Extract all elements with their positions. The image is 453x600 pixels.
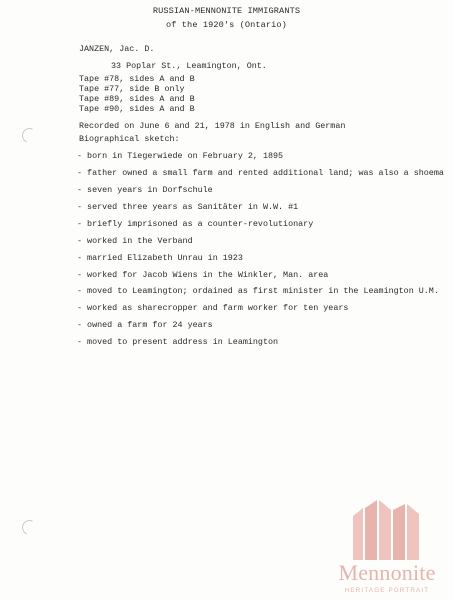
recording-info: Recorded on June 6 and 21, 1978 in English and German <box>79 121 346 131</box>
bio-item: - married Elizabeth Unrau in 1923 <box>77 253 243 263</box>
bio-item: - seven years in Dorfschule <box>77 185 213 195</box>
logo-subtitle: HERITAGE PORTRAIT <box>344 587 430 594</box>
bio-item: - worked as sharecropper and farm worker for ten years <box>77 303 349 313</box>
tape-line: Tape #78, sides A and B <box>79 74 195 84</box>
bio-item: - owned a farm for 24 years <box>77 320 213 330</box>
interviewee-address: 33 Poplar St., Leamington, Ont. <box>111 61 267 71</box>
document-header <box>0 4 453 32</box>
logo-wordmark: Mennonite <box>338 560 436 585</box>
punch-hole-mark <box>20 518 39 537</box>
bio-item: - briefly imprisoned as a counter-revolutionary <box>77 219 314 229</box>
bio-item: - born in Tiegerwiede on February 2, 1895 <box>77 151 284 161</box>
bio-item: - moved to Leamington; ordained as first minister in the Leamington U.M. <box>77 286 439 296</box>
bio-item: - worked in the Verband <box>77 236 193 246</box>
sketch-heading: Biographical sketch: <box>79 134 180 144</box>
header-line-2: of the 1920's (Ontario) <box>166 20 287 30</box>
tape-line: Tape #89, sides A and B <box>79 94 195 104</box>
header-line-1: RUSSIAN-MENNONITE IMMIGRANTS <box>152 6 301 16</box>
bio-item: - father owned a small farm and rented additional land; was also a shoema <box>77 168 444 178</box>
tape-line: Tape #90, sides A and B <box>79 104 195 114</box>
bio-item: - moved to present address in Leamington <box>77 337 279 347</box>
house-logo-icon <box>349 500 425 560</box>
mennonite-heritage-logo <box>325 500 449 598</box>
bio-item: - served three years as Sanitäter in W.W. #1 <box>77 202 299 212</box>
tape-line: Tape #77, side B only <box>79 84 185 94</box>
punch-hole-mark <box>20 126 39 145</box>
bio-item: - worked for Jacob Wiens in the Winkler, Man. area <box>77 270 329 280</box>
interviewee-name: JANZEN, Jac. D. <box>79 44 155 54</box>
